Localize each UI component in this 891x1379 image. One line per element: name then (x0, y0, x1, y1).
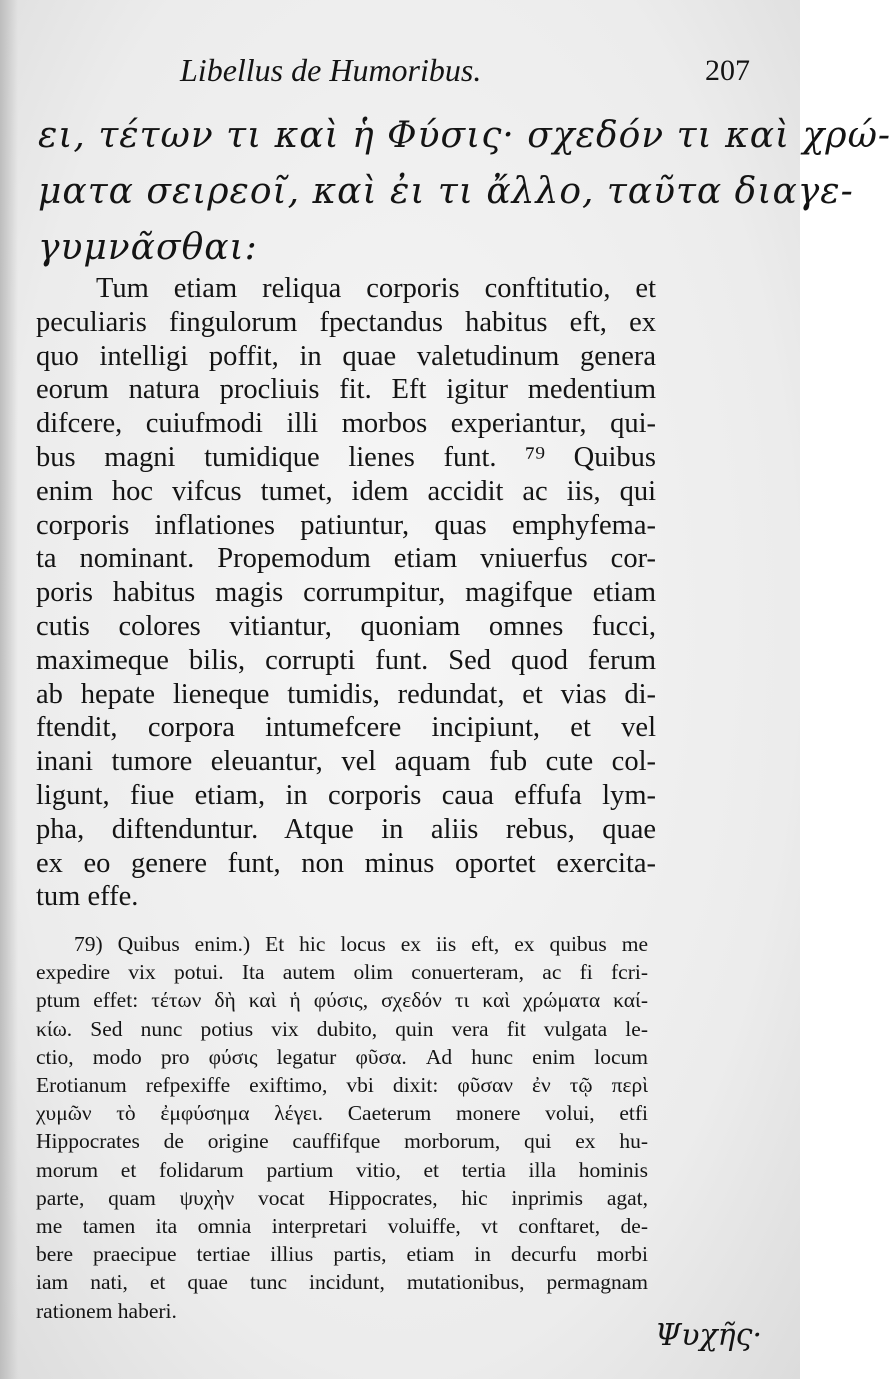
text-line: cutis colores vitiantur, quoniam omnes fucci, (36, 610, 656, 642)
footnote (36, 930, 648, 1325)
text-line: ta nominant. Propemodum etiam vniuerfus cor- (36, 543, 656, 575)
text-line: poris habitus magis corrumpitur, magifque etiam (36, 577, 656, 609)
footnote-line: rationem haberi. (36, 1298, 177, 1323)
running-title: Libellus de Humoribus. (180, 52, 482, 88)
footnote-line: me tamen ita omnia interpretari voluiffe, vt conftaret, de- (36, 1214, 648, 1239)
text-line: quo intelligi poffit, in quae valetudinum genera (36, 340, 656, 372)
greek-line: γυμνᾶσθαι: (38, 227, 258, 268)
text-line: peculiaris fingulorum fpectandus habitus eft, ex (36, 306, 656, 338)
text-line: ex eo genere funt, non minus oportet exercita- (36, 847, 656, 879)
text-line: ligunt, fiue etiam, in corporis caua effufa lym- (36, 779, 656, 811)
footnote-line: Erotianum refpexiffe exiftimo, vbi dixit: φῦσαν ἐν τῷ περὶ (36, 1073, 648, 1098)
greek-line: ματα σειρεοῖ, καὶ ἐι τι ἄλλο, ταῦτα διαγε- (38, 171, 854, 212)
footnote-line: ptum effet: τέτων δὴ καὶ ἡ φύσις, σχεδόν τι καὶ χρώματα καί- (36, 988, 648, 1013)
text-line: inani tumore eleuantur, vel aquam fub cute col- (36, 746, 656, 778)
footnote-line: expedire vix potui. Ita autem olim conuerteram, ac fi fcri- (36, 960, 648, 985)
catchword: Ψυχῆς· (654, 1318, 762, 1353)
text-line: bus magni tumidique lienes funt. ⁷⁹ Quibus (36, 441, 656, 473)
text-line: eorum natura procliuis fit. Eft igitur medentium (36, 374, 656, 406)
text-line: ab hepate lieneque tumidis, redundat, et vias di- (36, 678, 656, 710)
footnote-line: morum et folidarum partium vitio, et tertia illa hominis (36, 1157, 648, 1182)
footnote-line: χυμῶν τὸ ἐμφύσημα λέγει. Caeterum monere volui, etfi (36, 1101, 648, 1126)
greek-quotation (38, 108, 891, 276)
text-line: enim hoc vifcus tumet, idem accidit ac iis, qui (36, 475, 656, 507)
footnote-line: parte, quam ψυχὴν vocat Hippocrates, hic inprimis agat, (36, 1185, 648, 1210)
footnote-line: iam nati, et quae tunc incidunt, mutationibus, permagnam (36, 1270, 648, 1295)
greek-line: ει, τέτων τι καὶ ἡ Φύσις· σχεδόν τι καὶ χρώ- (38, 115, 891, 156)
text-line: pha, diftenduntur. Atque in aliis rebus, quae (36, 813, 656, 845)
footnote-line: bere praecipue tertiae illius partis, etiam in decurfu morbi (36, 1242, 648, 1267)
footnote-line: 79) Quibus enim.) Et hic locus ex iis eft, ex quibus me (74, 932, 648, 956)
text-line: corporis inflationes patiuntur, quas emphyfema- (36, 509, 656, 541)
text-line: difcere, cuiufmodi illi morbos experiantur, qui- (36, 408, 656, 440)
text-line: tum effe. (36, 881, 139, 913)
page-number: 207 (705, 54, 750, 87)
footnote-line: ctio, modo pro φύσις legatur φῦσα. Ad hunc enim locum (36, 1044, 648, 1069)
page-header (120, 48, 760, 98)
footnote-line: κίω. Sed nunc potius vix dubito, quin vera fit vulgata le- (36, 1016, 648, 1041)
text-line: ftendit, corpora intumefcere incipiunt, et vel (36, 712, 656, 744)
text-line: maximeque bilis, corrupti funt. Sed quod ferum (36, 644, 656, 676)
footnote-line: Hippocrates de origine cauffifque morborum, qui ex hu- (36, 1129, 648, 1154)
body-paragraph (36, 272, 656, 914)
text-line: Tum etiam reliqua corporis conftitutio, et (96, 273, 656, 304)
